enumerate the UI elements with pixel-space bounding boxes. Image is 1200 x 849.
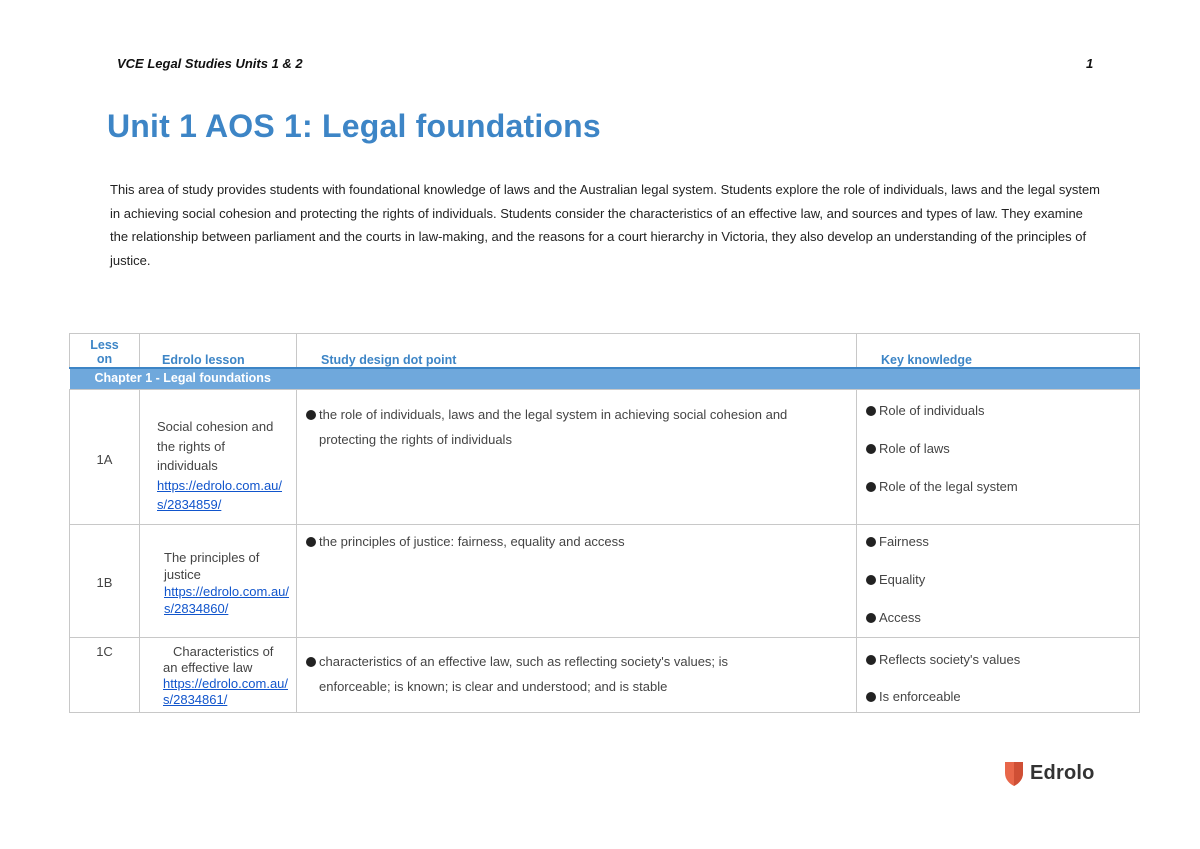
bullet-icon	[866, 444, 876, 454]
knowledge-text: Equality	[879, 572, 926, 587]
chapter-row	[70, 368, 1140, 390]
knowledge-text: Role of individuals	[879, 403, 985, 418]
shield-logo-icon	[1004, 760, 1024, 787]
knowledge-text: Role of laws	[879, 441, 950, 456]
knowledge-item	[866, 402, 1139, 440]
key-knowledge-cell	[857, 390, 1140, 525]
logo-text: Edrolo	[1030, 762, 1095, 784]
lesson-id	[70, 390, 140, 525]
bullet-icon	[866, 692, 876, 702]
document-header-title: VCE Legal Studies Units 1 & 2	[117, 56, 303, 71]
knowledge-text: Access	[879, 610, 921, 625]
study-design-cell	[297, 525, 857, 638]
knowledge-item	[866, 440, 1139, 478]
lesson-name-cell	[140, 525, 297, 638]
study-design-header-label: Study design dot point	[321, 353, 457, 367]
study-design-cell	[297, 390, 857, 525]
lesson-name-cell	[140, 390, 297, 525]
lesson-id	[70, 638, 140, 713]
lesson-id-text: 1C	[96, 644, 113, 659]
knowledge-text: Role of the legal system	[879, 479, 1018, 494]
bullet-icon	[866, 406, 876, 416]
page-title: Unit 1 AOS 1: Legal foundations	[107, 108, 601, 144]
lesson-name-cell	[140, 638, 297, 713]
key-knowledge-header-label: Key knowledge	[881, 353, 972, 367]
key-knowledge-cell	[857, 525, 1140, 638]
lesson-link[interactable]: https://edrolo.com.au/s/2834859/	[157, 477, 283, 512]
lesson-name: The principles of justice	[164, 550, 260, 582]
knowledge-item	[866, 478, 1139, 516]
lesson-name: Characteristics of an effective law	[163, 644, 274, 675]
lesson-id-text: 1A	[96, 452, 113, 467]
bullet-icon	[866, 655, 876, 665]
knowledge-text: Is enforceable	[879, 689, 961, 704]
table-row	[70, 525, 1140, 638]
lesson-column-header	[70, 334, 140, 369]
study-design-column-header	[297, 334, 857, 369]
lessons-table	[69, 333, 1140, 713]
knowledge-item	[866, 688, 1139, 710]
study-design-text: the principles of justice: fairness, equality and access	[319, 534, 625, 549]
key-knowledge-column-header	[857, 334, 1140, 369]
study-design-text: the role of individuals, laws and the legal system in achieving social cohesion and protecting the rights of individuals	[319, 407, 788, 447]
table-header-row	[70, 334, 1140, 369]
knowledge-item	[866, 533, 1139, 571]
table-row	[70, 390, 1140, 525]
edrolo-logo	[1004, 760, 1095, 787]
edrolo-lesson-column-header	[140, 334, 297, 369]
knowledge-item	[866, 651, 1139, 688]
lesson-header-line1: Less	[90, 338, 119, 352]
study-design-text: characteristics of an effective law, such as reflecting society's values; is enforceable; is known; is clear and understood; and is stable	[319, 654, 729, 694]
knowledge-text: Fairness	[879, 534, 929, 549]
lesson-link[interactable]: https://edrolo.com.au/s/2834860/	[164, 584, 290, 616]
bullet-icon	[866, 482, 876, 492]
knowledge-item	[866, 571, 1139, 609]
study-design-cell	[297, 638, 857, 713]
bullet-icon	[306, 410, 316, 420]
edrolo-lesson-header-label: Edrolo lesson	[162, 353, 245, 367]
chapter-title: Chapter 1 - Legal foundations	[70, 368, 1140, 390]
bullet-icon	[866, 575, 876, 585]
knowledge-item	[866, 609, 1139, 637]
intro-paragraph: This area of study provides students with foundational knowledge of laws and the Australian legal system. Students explore the role of individuals, laws and the legal system in achieving social cohesion and protecting the rights of individuals. Students consider the characteristics of an effective law, and sources and types of law. They examine the relationship between parliament and the courts in law-making, and the reasons for a court hierarchy in Victoria, they also develop an understanding of the principles of justice.	[110, 182, 1101, 268]
table-row	[70, 638, 1140, 713]
bullet-icon	[866, 537, 876, 547]
bullet-icon	[306, 537, 316, 547]
bullet-icon	[866, 613, 876, 623]
key-knowledge-cell	[857, 638, 1140, 713]
page-number: 1	[1086, 56, 1094, 71]
lesson-name: Social cohesion and the rights of individuals	[157, 419, 274, 473]
knowledge-text: Reflects society's values	[879, 652, 1021, 667]
bullet-icon	[306, 657, 316, 667]
lesson-link[interactable]: https://edrolo.com.au/s/2834861/	[163, 676, 289, 707]
lesson-id-text: 1B	[96, 575, 113, 590]
lesson-id	[70, 525, 140, 638]
lesson-header-line2: on	[96, 352, 113, 366]
